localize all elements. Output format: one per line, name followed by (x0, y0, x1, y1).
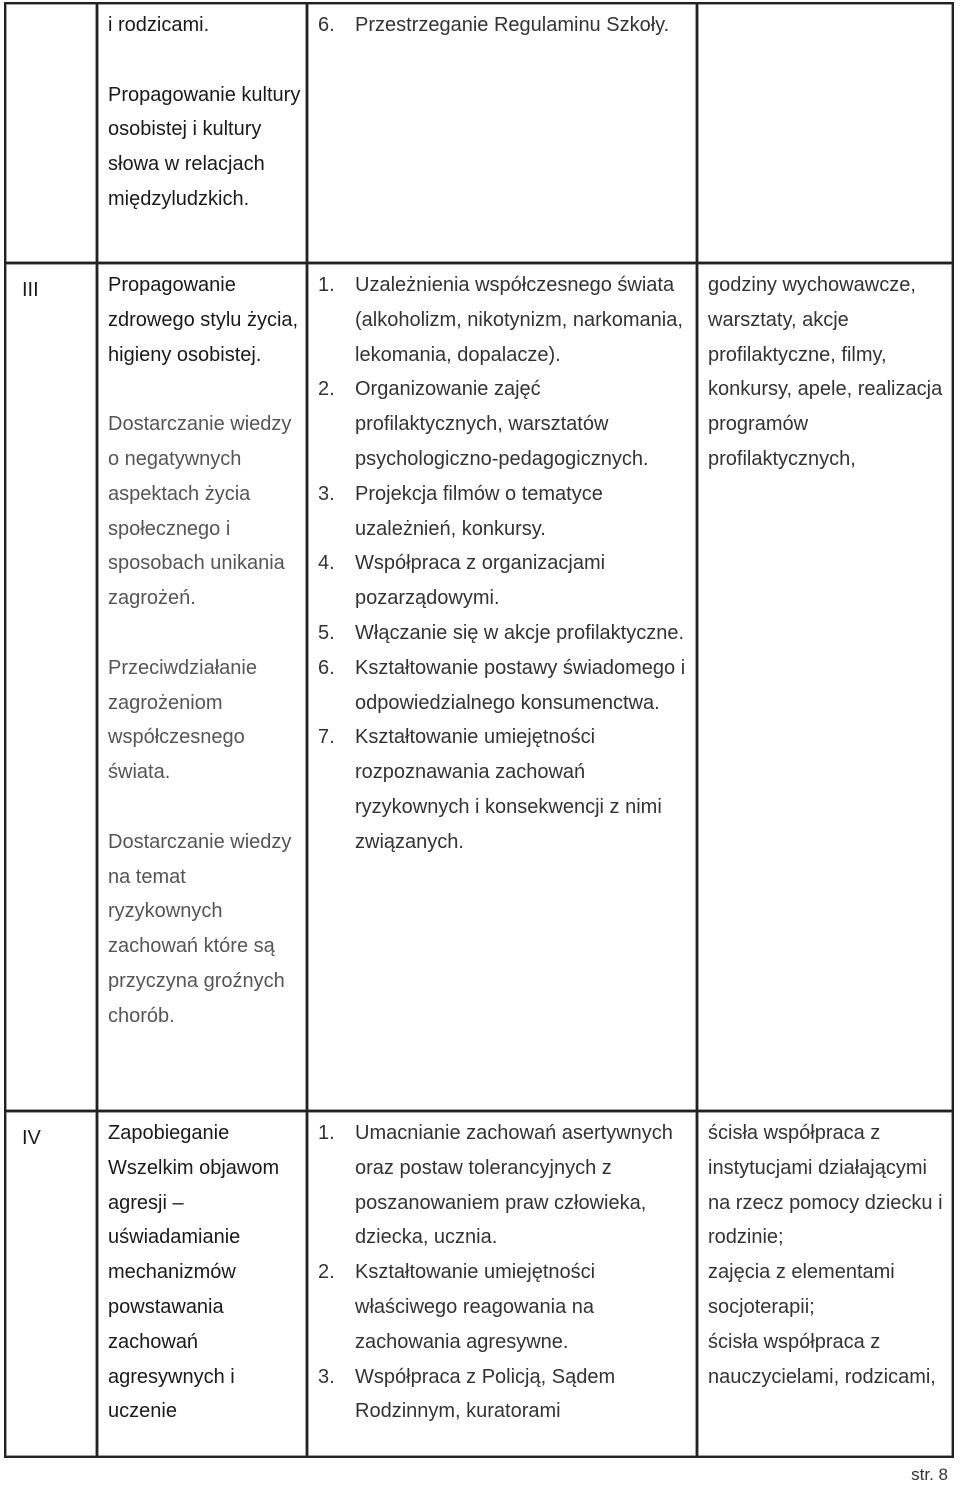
task-text: Umacnianie zachowań asertywnych oraz postaw tolerancyjnych z poszanowaniem praw człowieka, dziecka, ucznia. (355, 1122, 673, 1249)
task-item (318, 1116, 692, 1255)
row-number (5, 3, 97, 263)
forms-cell (697, 3, 953, 263)
forms-cell (697, 1111, 953, 1457)
form-text: zajęcia z elementami socjoterapii; (708, 1261, 895, 1318)
task-number: 3. (318, 1365, 335, 1388)
task-item (318, 546, 692, 616)
row-number: III (5, 263, 97, 1111)
task-item (318, 372, 692, 476)
page-number: str. 8 (911, 1465, 948, 1484)
task-text: Współpraca z Policją, Sądem Rodzinnym, kuratorami (355, 1365, 616, 1423)
task-item (318, 477, 692, 547)
task-number: 7. (318, 726, 335, 749)
row-number: IV (5, 1111, 97, 1457)
task-number: 3. (318, 482, 335, 505)
goal-text: Propagowanie zdrowego stylu życia, higieny osobistej. (108, 274, 299, 366)
goals-cell (97, 263, 307, 1111)
form-text: ścisła współpraca z nauczycielami, rodzicami, (708, 1330, 936, 1388)
form-text: godziny wychowawcze, warsztaty, akcje profilaktyczne, filmy, konkursy, apele, realizacja programów profilaktycznych, (708, 274, 943, 470)
task-text: Przestrzeganie Regulaminu Szkoły. (355, 14, 670, 36)
task-text: Kształtowanie postawy świadomego i odpowiedzialnego konsumenctwa. (355, 656, 686, 714)
task-text: Organizowanie zajęć profilaktycznych, warsztatów psychologiczno-pedagogicznych. (355, 378, 649, 470)
task-text: Projekcja filmów o tematyce uzależnień, konkursy. (355, 482, 603, 540)
forms-cell (697, 263, 953, 1111)
task-number: 4. (318, 552, 335, 575)
task-item (318, 268, 692, 372)
table-row (5, 263, 953, 1111)
goal-text: i rodzicami. (108, 14, 210, 36)
task-number: 5. (318, 621, 335, 644)
task-number: 2. (318, 378, 335, 401)
goal-text: Dostarczanie wiedzy o negatywnych aspektach życia społecznego i sposobach unikania zagrożeń. (108, 413, 292, 610)
task-number: 2. (318, 1261, 335, 1284)
task-text: Kształtowanie umiejętności rozpoznawania zachowań ryzykownych i konsekwencji z nimi związanych. (355, 726, 662, 853)
task-text: Współpraca z organizacjami pozarządowymi. (355, 552, 606, 610)
task-item (318, 651, 692, 721)
task-number: 1. (318, 274, 335, 296)
goal-text: Dostarczanie wiedzy na temat ryzykownych zachowań które są przyczyna groźnych chorób. (108, 830, 292, 1027)
tasks-cell (307, 3, 697, 263)
goal-text: Propagowanie kultury osobistej i kultury słowa w relacjach międzyludzkich. (108, 83, 301, 210)
task-number: 1. (318, 1122, 335, 1144)
tasks-cell (307, 1111, 697, 1457)
task-item (318, 8, 692, 43)
goal-text: Zapobieganie Wszelkim objawom agresji – uświadamianie mechanizmów powstawania zachowań agresywnych i uczenie (108, 1122, 280, 1423)
program-table (4, 2, 954, 1458)
task-item (318, 1360, 692, 1430)
table-row (5, 3, 953, 263)
task-text: Uzależnienia współczesnego świata (alkoholizm, nikotynizm, narkomania, lekomania, dopalacze). (355, 274, 683, 366)
task-number: 6. (318, 14, 335, 36)
form-text: ścisła współpraca z instytucjami działającymi na rzecz pomocy dziecku i rodzinie; (708, 1122, 943, 1249)
goal-text: Przeciwdziałanie zagrożeniom współczesnego świata. (108, 656, 257, 784)
task-text: Włączanie się w akcje profilaktyczne. (355, 621, 685, 644)
goals-cell (97, 1111, 307, 1457)
task-text: Kształtowanie umiejętności właściwego reagowania na zachowania agresywne. (355, 1261, 596, 1353)
task-item (318, 720, 692, 859)
goals-cell (97, 3, 307, 263)
task-number: 6. (318, 656, 335, 679)
tasks-cell (307, 263, 697, 1111)
table-row (5, 1111, 953, 1457)
task-item (318, 616, 692, 651)
task-item (318, 1255, 692, 1359)
